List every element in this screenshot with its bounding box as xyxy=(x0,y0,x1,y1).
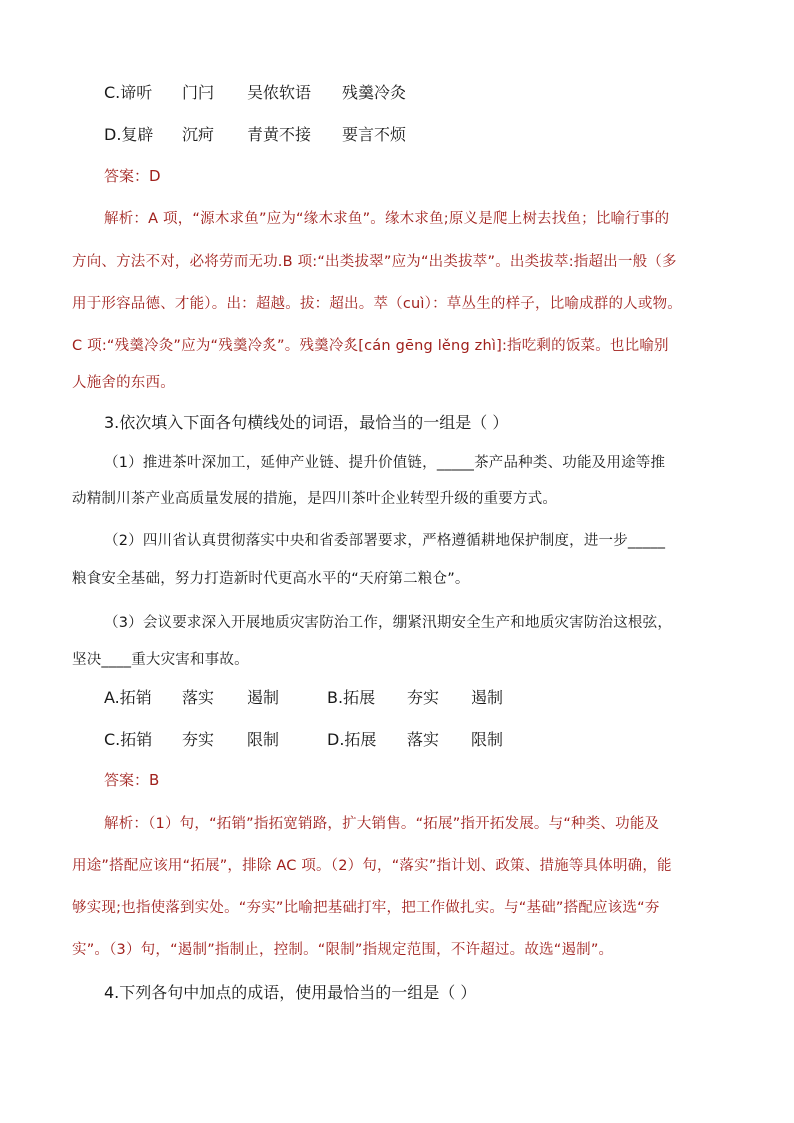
q3-answer: 答案：B xyxy=(104,771,160,789)
q2-option-c xyxy=(104,80,704,102)
q3-options-row-2 xyxy=(104,727,704,749)
option-b-label: B.拓展 xyxy=(327,688,376,707)
option-d-word-3b: 限制 xyxy=(471,730,504,749)
option-c-word-4: 残羹冷灸 xyxy=(342,83,407,102)
option-c-word-2b: 夯实 xyxy=(182,730,215,749)
q2-answer: 答案：D xyxy=(104,167,161,185)
option-b-word-2: 夯实 xyxy=(407,688,440,707)
option-c-word-1: C.谛听 xyxy=(104,83,153,102)
option-d-word-2: 沉疴 xyxy=(182,125,215,144)
q2-analysis-line-4: C 项:“残羹冷灸”应为“残羹冷炙”。残羹冷炙[cán gēng lěng zhì]:指吃剩的饭菜。也比喻别 xyxy=(72,338,669,354)
option-c-label: C.拓销 xyxy=(104,730,153,749)
option-d-word-1: D.复辟 xyxy=(104,125,154,144)
option-d-word-3: 青黄不接 xyxy=(247,125,312,144)
q3-sentence-3-line-1: （3）会议要求深入开展地质灾害防治工作，绷紧汛期安全生产和地质灾害防治这根弦， xyxy=(104,615,673,631)
q2-analysis-line-1: 解析：A 项，“源木求鱼”应为“缘木求鱼”。缘木求鱼;原义是爬上树去找鱼；比喻行事的 xyxy=(104,211,670,227)
q3-analysis-line-1: 解析：（1）句，“拓销”指拓宽销路，扩大销售。“拓展”指开拓发展。与“种类、功能及 xyxy=(104,816,660,832)
option-a-word-3: 遏制 xyxy=(247,688,280,707)
q3-sentence-1-line-2: 动精制川茶产业高质量发展的措施，是四川茶叶企业转型升级的重要方式。 xyxy=(72,491,558,507)
q3-sentence-2-line-2: 粮食安全基础，努力打造新时代更高水平的“天府第二粮仓”。 xyxy=(72,571,470,587)
option-b-word-3: 遏制 xyxy=(471,688,504,707)
q2-option-d xyxy=(104,122,704,144)
q3-sentence-3-line-2: 坚决____重大灾害和事故。 xyxy=(72,652,249,668)
option-d-word-4: 要言不烦 xyxy=(342,125,407,144)
q3-stem: 3.依次填入下面各句横线处的词语，最恰当的一组是（ ） xyxy=(104,413,509,432)
option-c-word-2: 门闩 xyxy=(182,83,215,102)
q2-analysis-line-2: 方向、方法不对，必将劳而无功.B 项:“出类拔翠”应为“出类拔萃”。出类拔萃:指超出一般（多 xyxy=(72,254,677,270)
option-d-word-2b: 落实 xyxy=(407,730,440,749)
q3-analysis-line-3: 够实现;也指使落到实处。“夯实”比喻把基础打牢，把工作做扎实。与“基础”搭配应该选“夯 xyxy=(72,900,660,916)
q3-analysis-line-4: 实”。（3）句，“遏制”指制止，控制。“限制”指规定范围，不许超过。故选“遏制”。 xyxy=(72,942,614,958)
q3-sentence-1-line-1: （1）推进茶叶深加工，延伸产业链、提升价值链，_____茶产品种类、功能及用途等推 xyxy=(104,455,666,471)
q3-analysis-line-2: 用途”搭配应该用“拓展”，排除 AC 项。（2）句，“落实”指计划、政策、措施等具体明确，能 xyxy=(72,858,672,874)
option-d-label: D.拓展 xyxy=(327,730,377,749)
option-c-word-3b: 限制 xyxy=(247,730,280,749)
q3-options-row-1 xyxy=(104,685,704,707)
option-a-label: A.拓销 xyxy=(104,688,152,707)
q2-analysis-line-5: 人施舍的东西。 xyxy=(72,375,175,391)
option-a-word-2: 落实 xyxy=(182,688,215,707)
q4-stem: 4.下列各句中加点的成语，使用最恰当的一组是（ ） xyxy=(104,983,477,1002)
q2-analysis-line-3: 用于形容品德、才能）。出：超越。拔：超出。萃（cuì）：草丛生的样子，比喻成群的人或物。 xyxy=(72,296,682,312)
q3-sentence-2-line-1: （2）四川省认真贯彻落实中央和省委部署要求，严格遵循耕地保护制度，进一步_____ xyxy=(104,533,666,549)
option-c-word-3: 吴侬软语 xyxy=(247,83,312,102)
